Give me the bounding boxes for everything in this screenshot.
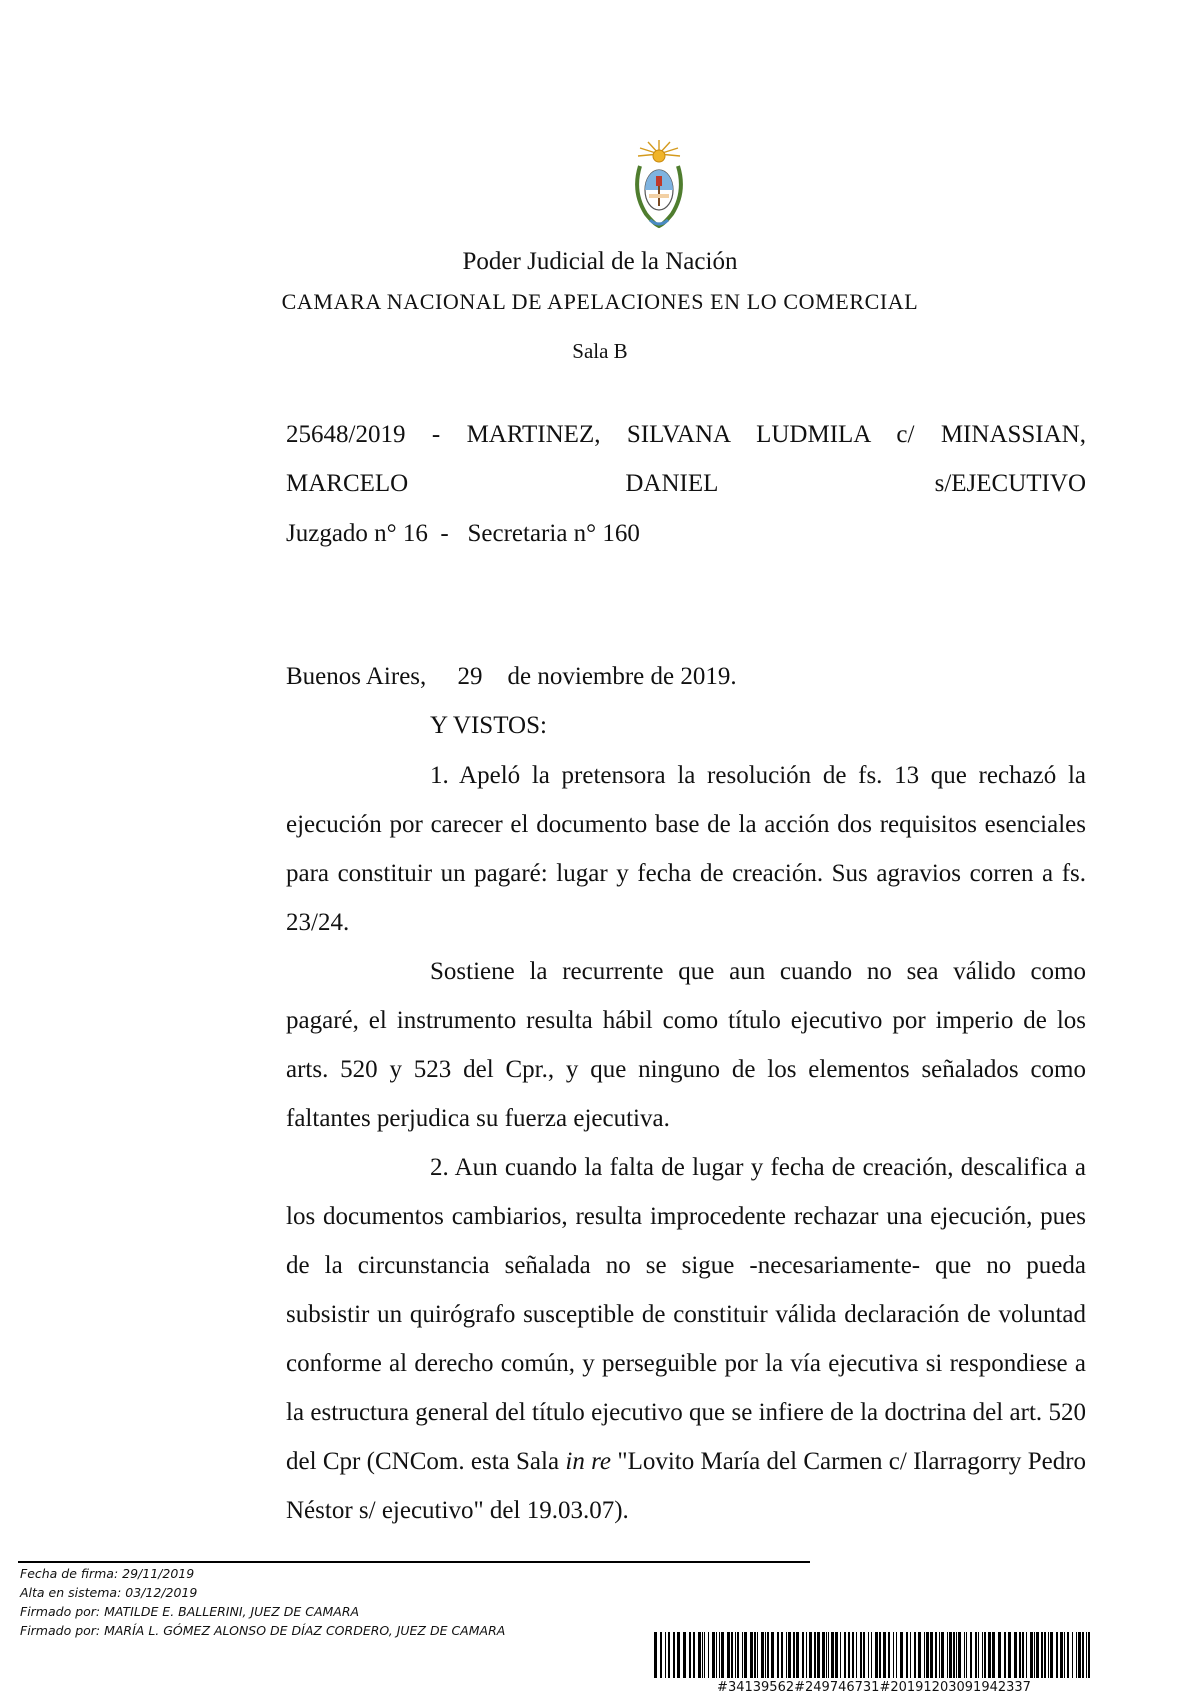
barcode-bar: [683, 1632, 686, 1678]
barcode-bar: [788, 1632, 791, 1678]
barcode-bar: [893, 1632, 894, 1678]
barcode-bar: [1056, 1632, 1058, 1678]
barcode-bar: [757, 1632, 758, 1678]
barcode-bar: [863, 1632, 865, 1678]
barcode-bar: [1060, 1632, 1063, 1678]
barcode-bar: [1041, 1632, 1043, 1678]
barcode-bar: [1022, 1632, 1024, 1678]
barcode-bar: [914, 1632, 916, 1678]
paragraph-3-text: 2. Aun cuando la falta de lugar y fecha de creación, descalifica a los documentos cambiarios, resulta improcedente rechazar una ejecución, pues de la circunstancia señalada no se sigue -necesariamente- que no pueda subsistir un quirógrafo susceptible de constituir válida declaración de voluntad conforme al derecho común, y perseguible por la vía ejecutiva si respondiese a la estructura general del título ejecutivo que se infiere de la doctrina del art. 520 del Cpr (CNCom. esta Sala: [286, 1154, 1086, 1475]
signature-footer: [20, 1564, 505, 1640]
barcode-bar: [786, 1632, 787, 1678]
barcode-bar: [888, 1632, 890, 1678]
barcode-bar: [958, 1632, 961, 1678]
barcode-bar: [1050, 1632, 1053, 1678]
paragraph-3: [286, 1143, 1086, 1535]
barcode-bar: [654, 1632, 657, 1678]
barcode-bar: [665, 1632, 666, 1678]
barcode-bar: [941, 1632, 944, 1678]
barcode-bar: [1067, 1632, 1069, 1678]
system-entry-date: Alta en sistema: 03/12/2019: [20, 1585, 198, 1600]
document-date: Buenos Aires, 29 de noviembre de 2019.: [286, 663, 737, 690]
barcode-bar: [1082, 1632, 1084, 1678]
barcode-bar: [1034, 1632, 1035, 1678]
y-vistos-heading: Y VISTOS:: [430, 712, 547, 739]
barcode-bar: [947, 1632, 948, 1678]
barcode-bar: [856, 1632, 857, 1678]
barcode-bar: [704, 1632, 705, 1678]
barcode-bar: [868, 1632, 869, 1678]
paragraph-3-citation: "Lovito María del Carmen c/ Ilarragorry Pedro Néstor s/ ejecutivo" del 19.03.07).: [286, 1448, 1087, 1524]
barcode-bar: [1030, 1632, 1033, 1678]
barcode-bar: [844, 1632, 846, 1678]
issuer-name: Poder Judicial de la Nación: [462, 248, 738, 275]
barcode-bar: [964, 1632, 965, 1678]
barcode-bar: [744, 1632, 747, 1678]
barcode-bar: [918, 1632, 921, 1678]
barcode-bar: [771, 1632, 774, 1678]
barcode-bar: [1086, 1632, 1087, 1678]
barcode-bar: [761, 1632, 764, 1678]
court-name: CAMARA NACIONAL DE APELACIONES EN LO COMERCIAL: [281, 289, 919, 314]
barcode-bar: [835, 1632, 838, 1678]
barcode-bar: [698, 1632, 701, 1678]
barcode-bar: [727, 1632, 730, 1678]
barcode-bar: [668, 1632, 670, 1678]
barcode-bar: [970, 1632, 972, 1678]
barcode-bar: [1078, 1632, 1081, 1678]
barcode-bar: [1036, 1632, 1039, 1678]
case-caption: 25648/2019 - MARTINEZ, SILVANA LUDMILA c/ MINASSIAN, MARCELO DANIEL s/EJECUTIVO: [286, 421, 1086, 497]
barcode-bar: [673, 1632, 675, 1678]
barcode-bar: [900, 1632, 903, 1678]
chamber-name: Sala B: [572, 339, 628, 363]
barcode-bar: [860, 1632, 862, 1678]
barcode-bar: [737, 1632, 739, 1678]
barcode-bar: [848, 1632, 850, 1678]
barcode-bar: [1014, 1632, 1017, 1678]
barcode-bar: [750, 1632, 753, 1678]
signer-1: Firmado por: MATILDE E. BALLERINI, JUEZ DE CAMARA: [20, 1604, 360, 1619]
barcode-bar: [767, 1632, 769, 1678]
court-and-secretary: Juzgado n° 16 - Secretaria n° 160: [286, 520, 640, 547]
barcode-bar: [871, 1632, 872, 1678]
barcode-bar: [806, 1632, 807, 1678]
barcode-bar: [840, 1632, 841, 1678]
barcode-bar: [975, 1632, 977, 1678]
barcode-bar: [677, 1632, 680, 1678]
barcode-bar: [1048, 1632, 1049, 1678]
barcode-bar: [719, 1632, 720, 1678]
barcode-bar: [754, 1632, 756, 1678]
barcode-bar: [689, 1632, 691, 1678]
footer-rule: [18, 1561, 810, 1563]
barcode-bar: [796, 1632, 799, 1678]
barcode-bar: [814, 1632, 816, 1678]
signature-date: Fecha de firma: 29/11/2019: [20, 1566, 195, 1581]
barcode-bar: [802, 1632, 804, 1678]
barcode-bar: [966, 1632, 967, 1678]
barcode-bar: [1019, 1632, 1021, 1678]
barcode-bar: [1064, 1632, 1065, 1678]
barcode-bar: [1044, 1632, 1046, 1678]
barcode-bar: [1008, 1632, 1011, 1678]
barcode-bar: [721, 1632, 724, 1678]
barcode-bar: [765, 1632, 766, 1678]
barcode-bar: [939, 1632, 940, 1678]
barcode-bar: [953, 1632, 955, 1678]
barcode-bar: [988, 1632, 991, 1678]
paragraph-1: 1. Apeló la pretensora la resolución de fs. 13 que rechazó la ejecución por carecer el documento base de la acción dos requisitos esenciales para constituir un pagaré: lugar y fecha de creación. Sus agravios corren a fs. 23/24.: [286, 762, 1086, 936]
barcode-bar: [1004, 1632, 1006, 1678]
barcode-bar: [817, 1632, 820, 1678]
paragraph-2: Sostiene la recurrente que aun cuando no sea válido como pagaré, el instrumento resulta hábil como título ejecutivo por imperio de los arts. 520 y 523 del Cpr., y que ninguno de los elementos señalados como faltantes perjudica su fuerza ejecutiva.: [286, 958, 1086, 1132]
barcode-bar: [924, 1632, 925, 1678]
barcode-bar: [982, 1632, 983, 1678]
barcode-bar: [731, 1632, 733, 1678]
barcode-number: #34139562#249746731#20191203091942337: [717, 1680, 1031, 1695]
signer-2: Firmado por: MARÍA L. GÓMEZ ALONSO DE DÍAZ CORDERO, JUEZ DE CAMARA: [20, 1623, 506, 1638]
barcode-bar: [926, 1632, 929, 1678]
barcode-bar: [735, 1632, 736, 1678]
barcode-bar: [826, 1632, 827, 1678]
barcode-bar: [742, 1632, 743, 1678]
barcode-bar: [896, 1632, 897, 1678]
barcode-bar: [935, 1632, 937, 1678]
barcode-bar: [984, 1632, 986, 1678]
barcode-bar: [978, 1632, 979, 1678]
barcode-bar: [660, 1632, 662, 1678]
barcode-bar: [998, 1632, 1001, 1678]
coat-of-arms-seal-icon: [628, 140, 690, 230]
barcode-bar: [875, 1632, 878, 1678]
barcode-bar: [992, 1632, 995, 1678]
barcode-bar: [693, 1632, 695, 1678]
barcode-bar: [702, 1632, 703, 1678]
barcode-bar: [781, 1632, 783, 1678]
barcode-bar: [956, 1632, 957, 1678]
barcode-bar: [716, 1632, 717, 1678]
barcode-bar: [777, 1632, 779, 1678]
barcode-bar: [712, 1632, 715, 1678]
barcode-bar: [930, 1632, 933, 1678]
barcode-bar: [793, 1632, 795, 1678]
barcode-bar: [852, 1632, 854, 1678]
barcode-bar: [883, 1632, 886, 1678]
ruling-body: [286, 751, 1086, 1535]
in-re-italic: in re: [565, 1448, 612, 1475]
barcode-bar: [1072, 1632, 1073, 1678]
barcode-bar: [822, 1632, 825, 1678]
barcode-bar: [828, 1632, 829, 1678]
barcode-bar: [1076, 1632, 1077, 1678]
barcode-bar: [1088, 1632, 1090, 1678]
barcode-bar: [708, 1632, 709, 1678]
barcode-bar: [910, 1632, 911, 1678]
document-barcode: [654, 1632, 1094, 1678]
barcode-bar: [809, 1632, 812, 1678]
barcode-bar: [879, 1632, 881, 1678]
barcode-bar: [831, 1632, 834, 1678]
barcode-bar: [1026, 1632, 1027, 1678]
barcode-bar: [906, 1632, 908, 1678]
barcode-bar: [949, 1632, 952, 1678]
